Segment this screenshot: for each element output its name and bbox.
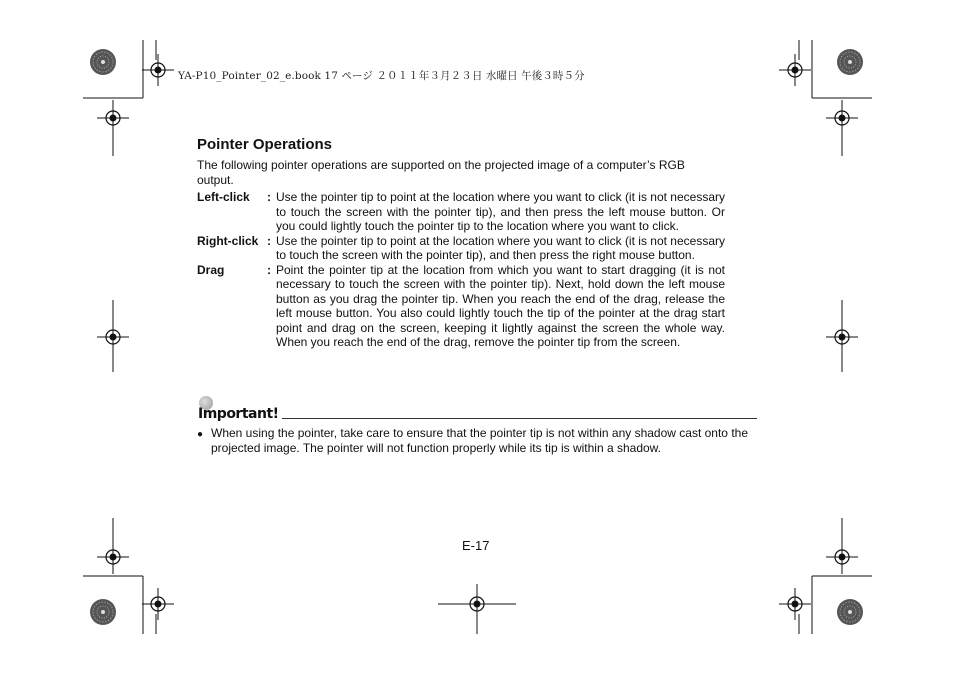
crosshair-icon	[97, 321, 129, 353]
operation-term: Right-click	[197, 233, 259, 248]
important-heading	[197, 406, 757, 422]
operation-right-click	[197, 234, 725, 263]
crosshair-icon	[142, 54, 174, 86]
bullet-icon: ●	[197, 429, 204, 440]
operation-description: Use the pointer tip to point at the location where you want to click (it is not necessary to touch the screen with the pointer tip), and then press the right mouse button.	[276, 233, 725, 262]
section-title: Pointer Operations	[197, 136, 333, 153]
intro-paragraph: The following pointer operations are supported on the projected image of a computer’s RGB output.	[197, 158, 685, 187]
important-rule	[282, 418, 757, 419]
page-number: E-17	[462, 538, 490, 553]
crosshair-icon	[826, 321, 858, 353]
operation-colon: :	[267, 262, 271, 277]
crosshair-icon	[779, 54, 811, 86]
operation-term: Drag	[197, 262, 225, 277]
print-file-info: YA-P10_Pointer_02_e.book 17 ページ ２０１１年３月２３日 水曜日 午後３時５分	[178, 70, 585, 82]
important-item	[197, 426, 757, 456]
operation-drag	[197, 263, 725, 350]
important-notice	[197, 406, 757, 456]
crosshair-icon	[97, 541, 129, 573]
operation-description: Use the pointer tip to point at the location where you want to click (it is not necessary to touch the screen with the pointer tip), and then press the left mouse button. Or you could lightly touch the pointer tip to the location where you want to click.	[276, 190, 725, 233]
crosshair-icon	[142, 588, 174, 620]
operation-description: Point the pointer tip at the location from which you want to start dragging (it is not necessary to touch the screen with the pointer tip). Next, hold down the left mouse button as you drag the pointer tip. When you reach the end of the drag, release the left mouse button. You also could lightly touch the tip of the pointer at the drag start point and drag on the screen, keeping it lightly against the screen the whole way. When you reach the end of the drag, remove the pointer tip from the screen.	[276, 262, 725, 349]
operation-term: Left-click	[197, 190, 250, 204]
registration-starburst-icon	[90, 49, 116, 75]
important-label: Important!	[197, 406, 279, 422]
operations-list	[197, 190, 725, 350]
crosshair-icon	[826, 541, 858, 573]
crosshair-icon	[97, 102, 129, 134]
operation-colon: :	[267, 190, 271, 204]
crosshair-icon	[826, 102, 858, 134]
registration-starburst-icon	[90, 599, 116, 625]
important-item-text: When using the pointer, take care to ensure that the pointer tip is not within any shadow cast onto the projected image. The pointer will not function properly while its tip is within a shadow.	[211, 426, 748, 455]
operation-left-click	[197, 190, 725, 234]
operation-colon: :	[267, 233, 271, 248]
crosshair-icon	[779, 588, 811, 620]
registration-starburst-icon	[837, 49, 863, 75]
registration-starburst-icon	[837, 599, 863, 625]
